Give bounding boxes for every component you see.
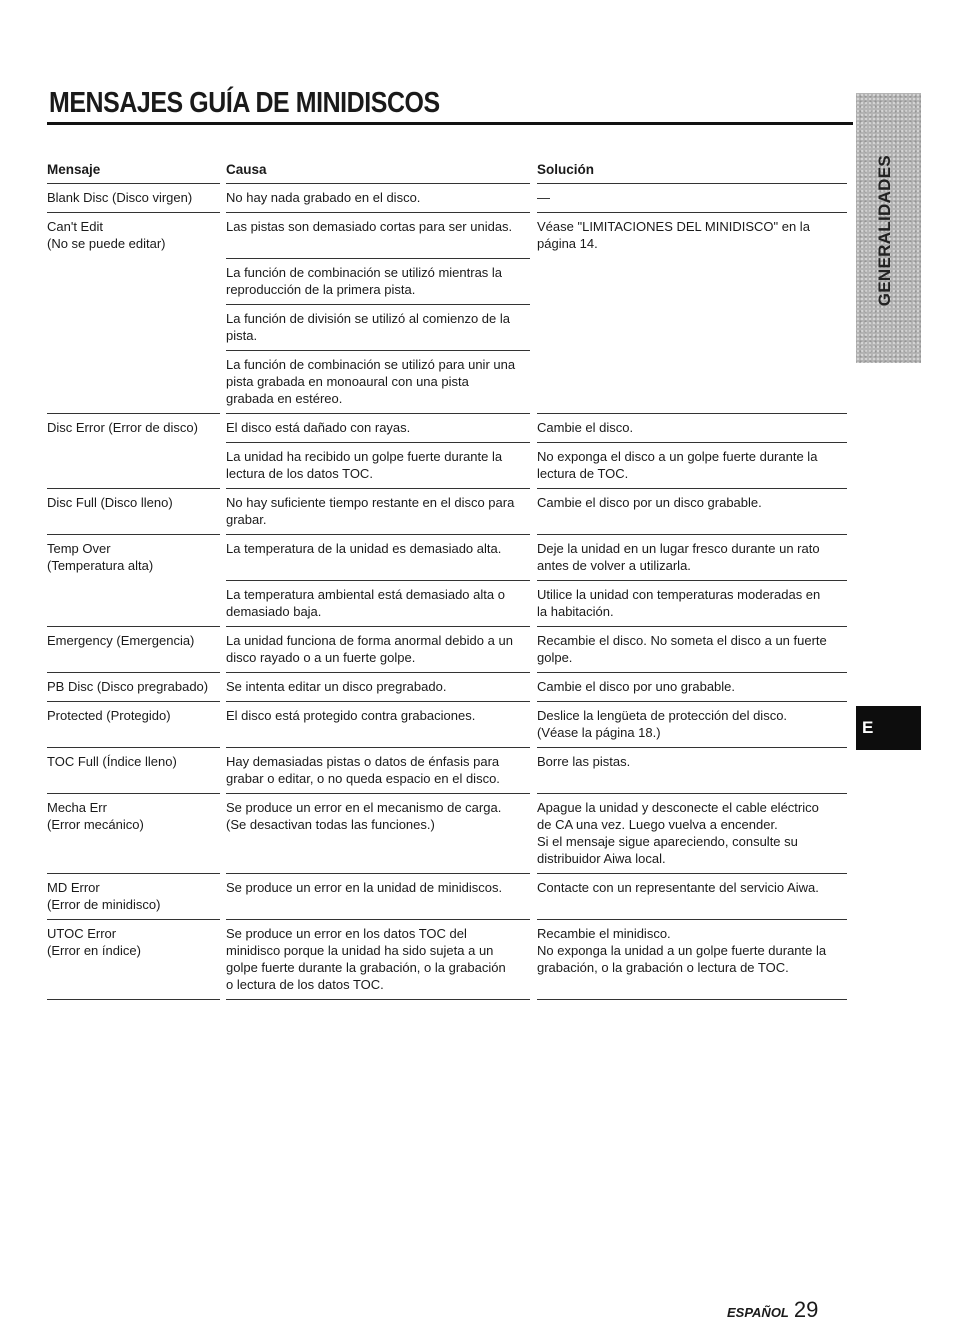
row-rule [47, 488, 220, 489]
row-rule [47, 413, 220, 414]
row-rule [47, 747, 220, 748]
row-rule [226, 626, 530, 627]
cause-cell-line: La función de combinación se utilizó para unir una [226, 357, 516, 372]
cause-cell-line: (Se desactivan todas las funciones.) [226, 817, 435, 832]
message-cell [47, 925, 219, 959]
cause-cell-line: grabar o editar, o no queda espacio en el disco. [226, 771, 500, 786]
row-rule [226, 488, 530, 489]
cause-cell-line: pista. [226, 328, 258, 343]
cause-cell [226, 218, 530, 235]
cause-cell [226, 925, 530, 993]
section-side-tab-label: GENERALIDADES [875, 155, 894, 307]
cause-cell-line: o lectura de los datos TOC. [226, 977, 384, 992]
row-rule [47, 919, 220, 920]
row-rule [537, 413, 847, 414]
solution-cell-line: No exponga el disco a un golpe fuerte durante la [537, 449, 818, 464]
message-cell [47, 879, 219, 913]
cause-cell [226, 879, 530, 896]
message-cell-line: Emergency (Emergencia) [47, 633, 195, 648]
solution-cell-line: No exponga la unidad a un golpe fuerte durante la [537, 943, 827, 958]
row-rule [226, 350, 530, 351]
row-rule [47, 701, 220, 702]
language-tab [856, 706, 921, 750]
solution-cell-line: la habitación. [537, 604, 614, 619]
solution-cell [537, 632, 847, 666]
row-rule [537, 626, 847, 627]
cause-cell-line: La función de combinación se utilizó mientras la [226, 265, 503, 280]
message-guide-table [47, 161, 847, 1000]
cause-cell-line: El disco está dañado con rayas. [226, 420, 411, 435]
message-cell [47, 218, 219, 252]
message-cell-line: MD Error [47, 880, 100, 895]
solution-cell-line: Si el mensaje sigue apareciendo, consulte su [537, 834, 798, 849]
row-rule [47, 212, 220, 213]
cause-cell-line: Las pistas son demasiado cortas para ser unidas. [226, 219, 513, 234]
row-rule [226, 793, 530, 794]
cause-cell-line: disco rayado o a un fuerte golpe. [226, 650, 416, 665]
solution-cell [537, 753, 847, 770]
solution-cell-line: Deje la unidad en un lugar fresco durante un rato [537, 541, 820, 556]
cause-cell-line: pista grabada en monoaural con una pista [226, 374, 469, 389]
cause-cell-line: grabada en estéreo. [226, 391, 343, 406]
row-rule [226, 873, 530, 874]
solution-cell [537, 189, 847, 206]
message-cell [47, 707, 219, 724]
cause-cell-line: El disco está protegido contra grabaciones. [226, 708, 476, 723]
cause-cell-line: La temperatura ambiental está demasiado alta o [226, 587, 505, 602]
solution-cell-line: antes de volver a utilizarla. [537, 558, 691, 573]
cause-cell [226, 707, 530, 724]
header-rule [47, 183, 220, 184]
cause-cell-line: La unidad funciona de forma anormal debido a un [226, 633, 513, 648]
solution-cell-line: — [537, 190, 550, 205]
solution-cell [537, 448, 847, 482]
footer-language: ESPAÑOL [727, 1305, 789, 1320]
message-cell-line: (No se puede editar) [47, 236, 166, 251]
cause-cell [226, 540, 530, 557]
language-tab-label: E [862, 718, 874, 737]
solution-cell-line: Utilice la unidad con temperaturas moderadas en [537, 587, 821, 602]
cause-cell-line: Hay demasiadas pistas o datos de énfasis para [226, 754, 500, 769]
cause-cell-line: demasiado baja. [226, 604, 322, 619]
solution-cell-line: (Véase la página 18.) [537, 725, 661, 740]
message-cell-line: Temp Over [47, 541, 111, 556]
message-cell-line: (Error en índice) [47, 943, 141, 958]
row-rule [537, 672, 847, 673]
cause-cell-line: La función de división se utilizó al comienzo de la [226, 311, 511, 326]
message-cell [47, 678, 219, 695]
solution-cell-line: Contacte con un representante del servicio Aiwa. [537, 880, 819, 895]
solution-cell-line: página 14. [537, 236, 598, 251]
cause-cell [226, 678, 530, 695]
cause-cell-line: grabar. [226, 512, 267, 527]
solution-cell-line: lectura de TOC. [537, 466, 629, 481]
solution-cell [537, 494, 847, 511]
message-cell-line: (Error mecánico) [47, 817, 144, 832]
row-rule [47, 626, 220, 627]
message-cell [47, 632, 219, 649]
row-rule [47, 534, 220, 535]
cause-cell [226, 753, 530, 787]
title-rule [47, 122, 853, 125]
cause-cell-line: reproducción de la primera pista. [226, 282, 416, 297]
row-rule [226, 999, 530, 1000]
cause-cell-line: lectura de los datos TOC. [226, 466, 373, 481]
page-number: 29 [793, 1297, 819, 1322]
cause-cell-line: La unidad ha recibido un golpe fuerte durante la [226, 449, 503, 464]
header-rule [226, 183, 530, 184]
row-rule [226, 304, 530, 305]
message-cell-line: Disc Error (Error de disco) [47, 420, 198, 435]
solution-cell-line: golpe. [537, 650, 573, 665]
solution-cell-line: Recambie el minidisco. [537, 926, 671, 941]
cause-cell-line: minidisco porque la unidad ha sido sujeta a un [226, 943, 494, 958]
cause-cell-line: Se produce un error en la unidad de minidiscos. [226, 880, 503, 895]
row-rule [47, 999, 220, 1000]
row-rule [226, 534, 530, 535]
solution-cell [537, 678, 847, 695]
row-rule [537, 701, 847, 702]
row-rule [537, 747, 847, 748]
message-cell [47, 799, 219, 833]
message-cell-line: Mecha Err [47, 800, 107, 815]
solution-cell-line: Deslice la lengüeta de protección del disco. [537, 708, 788, 723]
section-side-tab [856, 93, 921, 363]
message-cell [47, 494, 219, 511]
row-rule [226, 672, 530, 673]
cause-cell-line: Se intenta editar un disco pregrabado. [226, 679, 447, 694]
solution-cell-line: Cambie el disco por uno grabable. [537, 679, 736, 694]
cause-cell [226, 586, 530, 620]
solution-cell [537, 925, 847, 976]
cause-cell-line: Se produce un error en los datos TOC del [226, 926, 467, 941]
message-cell-line: (Temperatura alta) [47, 558, 154, 573]
row-rule [226, 747, 530, 748]
page-title: MENSAJES GUÍA DE MINIDISCOS [49, 87, 440, 119]
solution-cell-line: Borre las pistas. [537, 754, 631, 769]
cause-cell-line: No hay suficiente tiempo restante en el disco para [226, 495, 515, 510]
solution-cell-line: grabación, o la grabación o lectura de TOC. [537, 960, 789, 975]
header-rule [537, 183, 847, 184]
row-rule [226, 580, 530, 581]
cause-cell [226, 310, 530, 344]
message-cell-line: Can't Edit [47, 219, 103, 234]
solution-cell-line: de CA una vez. Luego vuelva a encender. [537, 817, 778, 832]
solution-cell-line: Apague la unidad y desconecte el cable eléctrico [537, 800, 819, 815]
header-solution: Solución [537, 162, 594, 177]
row-rule [226, 258, 530, 259]
message-cell-line: (Error de minidisco) [47, 897, 161, 912]
message-cell [47, 419, 219, 436]
cause-cell [226, 189, 530, 206]
message-cell [47, 189, 219, 206]
cause-cell [226, 632, 530, 666]
row-rule [226, 919, 530, 920]
page-footer [727, 1297, 818, 1323]
solution-cell-line: Cambie el disco por un disco grabable. [537, 495, 762, 510]
cause-cell-line: Se produce un error en el mecanismo de carga. [226, 800, 502, 815]
row-rule [226, 701, 530, 702]
cause-cell [226, 264, 530, 298]
solution-cell-line: distribuidor Aiwa local. [537, 851, 666, 866]
row-rule [226, 442, 530, 443]
message-cell-line: UTOC Error [47, 926, 117, 941]
row-rule [537, 212, 847, 213]
solution-cell [537, 799, 847, 867]
cause-cell [226, 799, 530, 833]
solution-cell [537, 218, 847, 252]
row-rule [47, 672, 220, 673]
solution-cell [537, 540, 847, 574]
solution-cell [537, 707, 847, 741]
row-rule [537, 919, 847, 920]
row-rule [537, 999, 847, 1000]
row-rule [537, 442, 847, 443]
solution-cell [537, 419, 847, 436]
header-message: Mensaje [47, 162, 101, 177]
message-cell [47, 753, 219, 770]
solution-cell-line: Cambie el disco. [537, 420, 634, 435]
row-rule [537, 488, 847, 489]
message-cell-line: TOC Full (Índice lleno) [47, 754, 177, 769]
solution-cell-line: Recambie el disco. No someta el disco a un fuerte [537, 633, 827, 648]
solution-cell [537, 586, 847, 620]
cause-cell-line: No hay nada grabado en el disco. [226, 190, 421, 205]
row-rule [537, 534, 847, 535]
row-rule [537, 580, 847, 581]
cause-cell [226, 448, 530, 482]
cause-cell [226, 494, 530, 528]
cause-cell [226, 419, 530, 436]
message-cell-line: Protected (Protegido) [47, 708, 171, 723]
message-cell-line: Blank Disc (Disco virgen) [47, 190, 193, 205]
solution-cell-line: Véase "LIMITACIONES DEL MINIDISCO" en la [537, 219, 810, 234]
row-rule [47, 793, 220, 794]
message-cell [47, 540, 219, 574]
row-rule [537, 793, 847, 794]
cause-cell-line: La temperatura de la unidad es demasiado alta. [226, 541, 502, 556]
solution-cell [537, 879, 847, 896]
message-cell-line: PB Disc (Disco pregrabado) [47, 679, 209, 694]
row-rule [47, 873, 220, 874]
row-rule [226, 212, 530, 213]
message-cell-line: Disc Full (Disco lleno) [47, 495, 173, 510]
row-rule [537, 873, 847, 874]
header-cause: Causa [226, 162, 267, 177]
row-rule [226, 413, 530, 414]
cause-cell [226, 356, 530, 407]
cause-cell-line: golpe fuerte durante la grabación, o la grabación [226, 960, 506, 975]
